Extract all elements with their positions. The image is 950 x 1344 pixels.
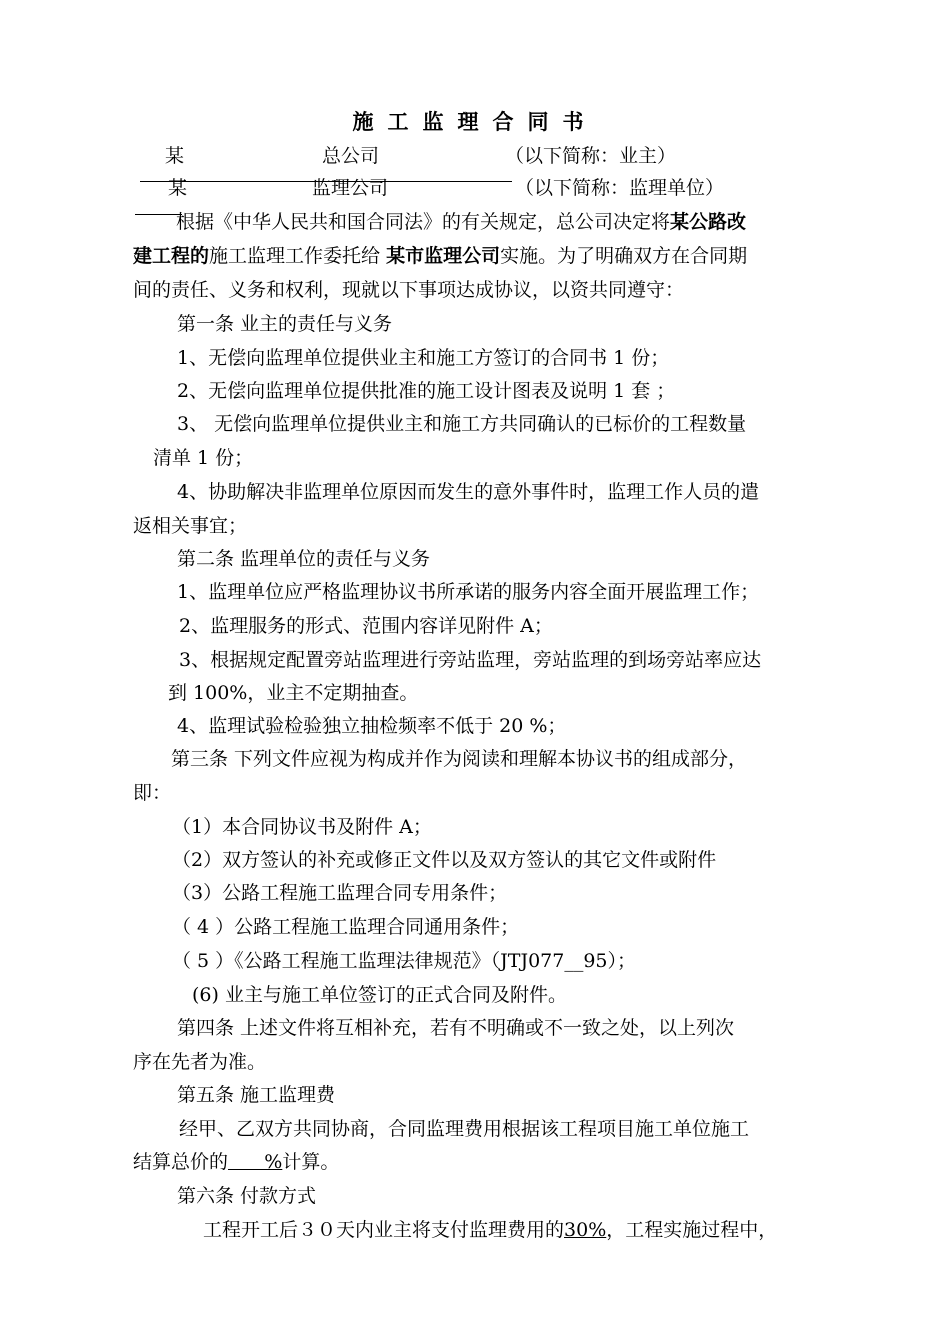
supervisor-company: 某市监理公司 — [386, 245, 501, 267]
article-2-item-3: 3、根据规定配置旁站监理进行旁站监理，旁站监理的到场旁站率应达 — [179, 649, 762, 671]
intro-line-3: 间的责任、义务和权利，现就以下事项达成协议，以资共同遵守： — [133, 279, 685, 301]
document-list-item-5: （ 5 ）《公路工程施工监理法律规范》（JTJ077__95）； — [172, 950, 637, 972]
article-2-heading: 第二条 监理单位的责任与义务 — [177, 548, 431, 570]
article-6-heading: 第六条 付款方式 — [177, 1185, 317, 1207]
article-5-text-cont — [133, 1149, 339, 1175]
article-4-text: 第四条 上述文件将互相补充，若有不明确或不一致之处，以上列次 — [177, 1017, 735, 1039]
article-6-text — [203, 1217, 777, 1243]
article-1-item-1: 1、无偿向监理单位提供业主和施工方签订的合同书 1 份； — [177, 347, 670, 369]
fee-text: 结算总价的 — [133, 1151, 229, 1173]
intro-text: 实施。为了明确双方在合同期 — [500, 245, 748, 267]
document-list-item-2: （2）双方签认的补充或修正文件以及双方签认的其它文件或附件 — [172, 849, 717, 871]
payment-percent: 30% — [564, 1219, 607, 1241]
project-name: 某公路改 — [670, 211, 747, 233]
article-5-heading: 第五条 施工监理费 — [177, 1084, 336, 1106]
party-underline-2 — [135, 214, 182, 215]
article-1-heading: 第一条 业主的责任与义务 — [177, 313, 393, 335]
owner-alias: （以下简称：业主） — [505, 145, 677, 167]
payment-text: ，工程实施过程中， — [606, 1219, 778, 1241]
supervisor-alias: （以下简称：监理单位） — [515, 177, 725, 199]
document-list-item-4: （ 4 ）公路工程施工监理合同通用条件； — [172, 916, 520, 938]
intro-text: 根据《中华人民共和国合同法》的有关规定，总公司决定将 — [176, 211, 671, 233]
fee-text: 计算。 — [282, 1151, 340, 1173]
article-1-item-2: 2、无偿向监理单位提供批准的施工设计图表及说明 1 套 ； — [177, 380, 676, 402]
project-name-cont: 建工程的 — [133, 245, 210, 267]
supervisor-name: 监理公司 — [312, 177, 389, 199]
payment-text: 工程开工后３０天内业主将支付监理费用的 — [203, 1219, 565, 1241]
intro-line-1 — [176, 209, 746, 235]
article-1-item-3: 3、 无偿向监理单位提供业主和施工方共同确认的已标价的工程数量 — [177, 413, 747, 435]
intro-line-2 — [133, 243, 747, 269]
article-1-item-4-cont: 返相关事宜； — [133, 515, 248, 537]
article-2-item-1: 1、监理单位应严格监理协议书所承诺的服务内容全面开展监理工作； — [177, 581, 760, 603]
article-1-item-4: 4、协助解决非监理单位原因而发生的意外事件时，监理工作人员的遣 — [177, 481, 760, 503]
document-list-item-1: （1）本合同协议书及附件 A； — [172, 816, 432, 838]
article-2-item-2: 2、监理服务的形式、范围内容详见附件 A； — [179, 615, 553, 637]
supervisor-prefix: 某 — [168, 177, 188, 199]
owner-prefix: 某 — [165, 145, 185, 167]
document-list-item-3: （3）公路工程施工监理合同专用条件； — [172, 882, 508, 904]
article-2-item-4: 4、监理试验检验独立抽检频率不低于 20 %； — [177, 715, 567, 737]
article-4-text-cont: 序在先者为准。 — [133, 1051, 267, 1073]
article-2-item-3-cont: 到 100%，业主不定期抽查。 — [168, 682, 419, 704]
article-3-heading: 第三条 下列文件应视为构成并作为阅读和理解本协议书的组成部分， — [171, 748, 748, 770]
owner-name: 总公司 — [322, 145, 380, 167]
fee-percent-blank: % — [228, 1151, 283, 1173]
article-1-item-3-cont: 清单 1 份； — [153, 447, 254, 469]
article-5-text: 经甲、乙双方共同协商，合同监理费用根据该工程项目施工单位施工 — [179, 1118, 750, 1140]
document-list-item-6: (6) 业主与施工单位签订的正式合同及附件。 — [192, 984, 567, 1006]
intro-text: 施工监理工作委托给 — [209, 245, 387, 267]
document-title: 施工监理合同书 — [352, 109, 598, 134]
article-3-heading-cont: 即： — [133, 782, 172, 804]
